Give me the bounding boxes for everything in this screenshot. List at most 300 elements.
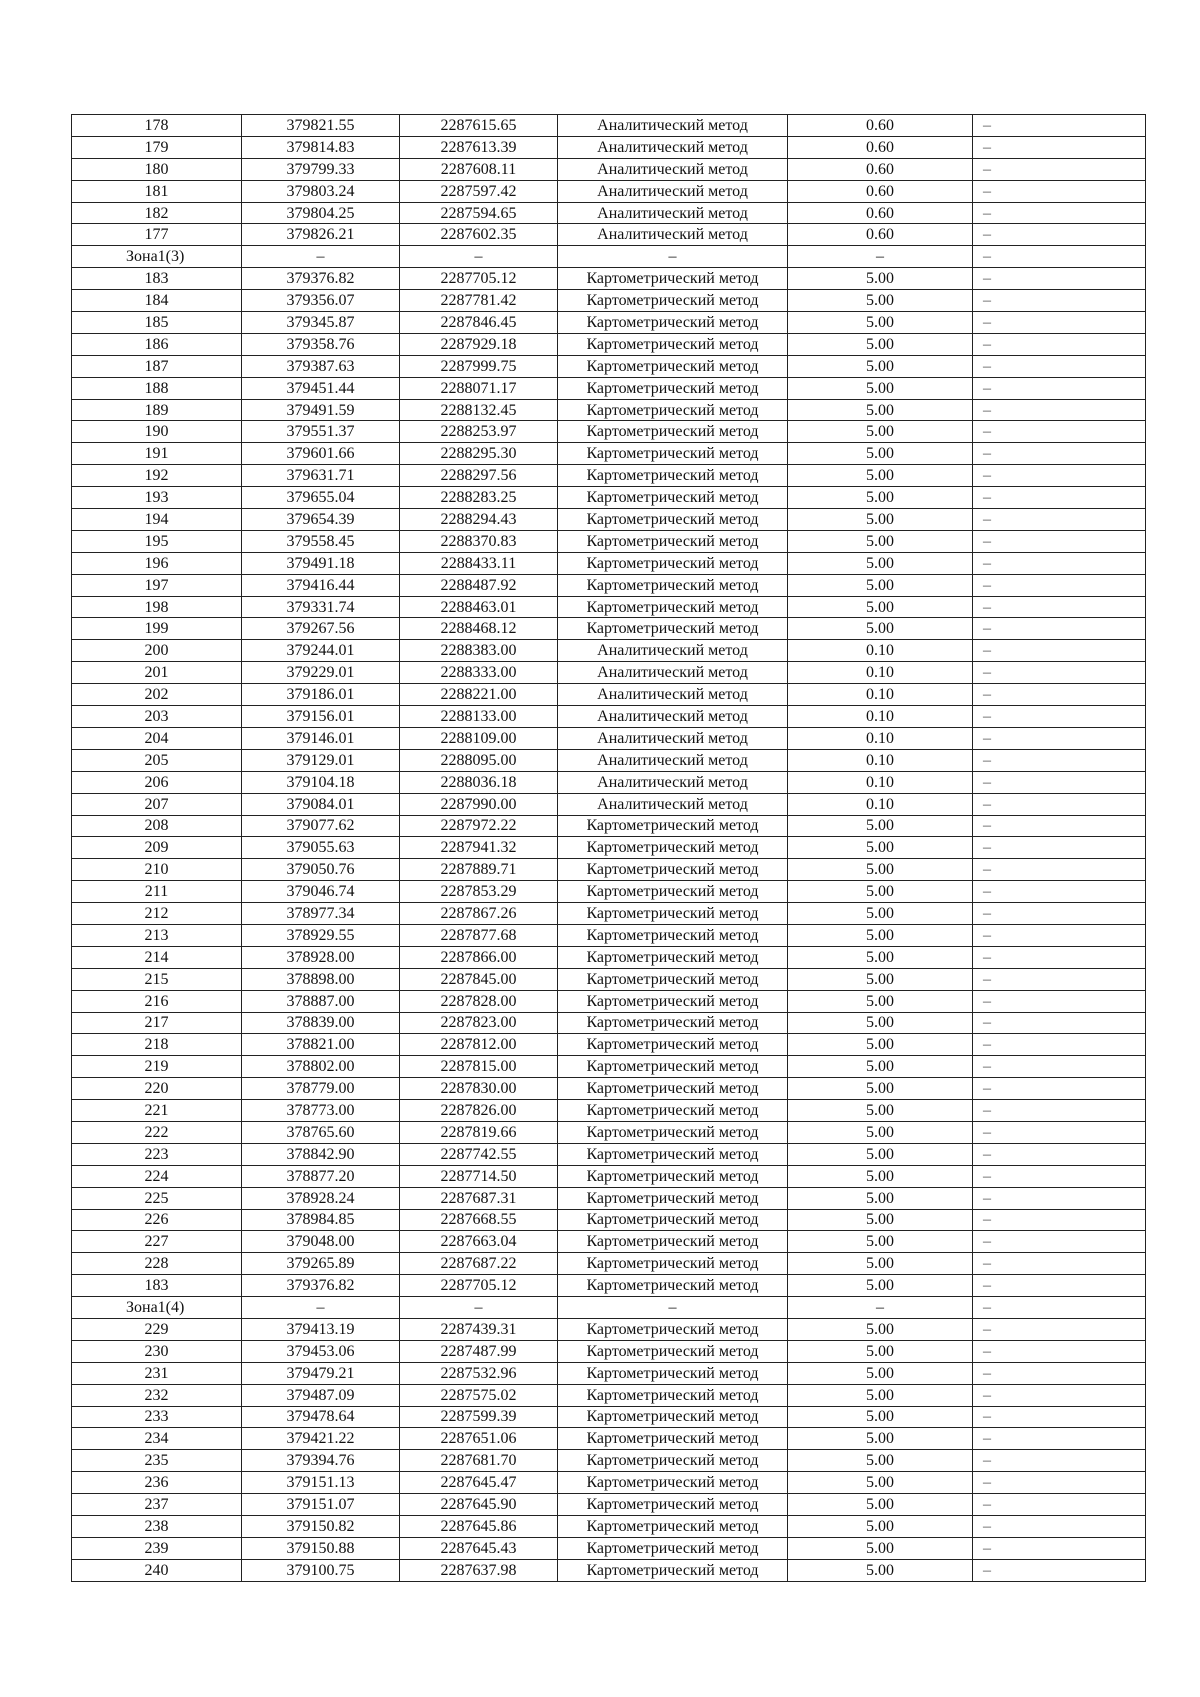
note-cell: – (973, 924, 1146, 946)
x-coordinate-cell: 379416.44 (242, 574, 400, 596)
y-coordinate-cell: 2287972.22 (400, 815, 558, 837)
point-number-cell: 238 (72, 1516, 242, 1538)
accuracy-cell: 5.00 (788, 903, 973, 925)
note-cell: – (973, 684, 1146, 706)
table-row (72, 355, 1146, 377)
accuracy-cell: 5.00 (788, 574, 973, 596)
y-coordinate-cell: 2287846.45 (400, 312, 558, 334)
y-coordinate-cell: 2287594.65 (400, 202, 558, 224)
x-coordinate-cell: 379150.88 (242, 1537, 400, 1559)
method-cell: Аналитический метод (558, 136, 788, 158)
accuracy-cell: 5.00 (788, 1143, 973, 1165)
point-number-cell: 215 (72, 968, 242, 990)
y-coordinate-cell: 2287990.00 (400, 793, 558, 815)
method-cell: Картометрический метод (558, 333, 788, 355)
y-coordinate-cell: 2288095.00 (400, 749, 558, 771)
point-number-cell: 219 (72, 1056, 242, 1078)
accuracy-cell: 5.00 (788, 421, 973, 443)
point-number-cell: 192 (72, 465, 242, 487)
note-cell: – (973, 1034, 1146, 1056)
table-row (72, 1187, 1146, 1209)
accuracy-cell: 0.10 (788, 662, 973, 684)
x-coordinate-cell: 379551.37 (242, 421, 400, 443)
x-coordinate-cell: 379376.82 (242, 268, 400, 290)
accuracy-cell: 5.00 (788, 1121, 973, 1143)
method-cell: Картометрический метод (558, 1165, 788, 1187)
accuracy-cell: 5.00 (788, 946, 973, 968)
x-coordinate-cell: 378928.24 (242, 1187, 400, 1209)
y-coordinate-cell: 2288297.56 (400, 465, 558, 487)
method-cell: Картометрический метод (558, 596, 788, 618)
method-cell: Картометрический метод (558, 290, 788, 312)
note-cell: – (973, 377, 1146, 399)
y-coordinate-cell: 2287487.99 (400, 1340, 558, 1362)
method-cell: Картометрический метод (558, 421, 788, 443)
method-cell: Картометрический метод (558, 1318, 788, 1340)
note-cell: – (973, 1384, 1146, 1406)
x-coordinate-cell: 379799.33 (242, 158, 400, 180)
x-coordinate-cell: 378928.00 (242, 946, 400, 968)
y-coordinate-cell: 2288221.00 (400, 684, 558, 706)
table-row (72, 1494, 1146, 1516)
table-row (72, 1143, 1146, 1165)
y-coordinate-cell: 2287714.50 (400, 1165, 558, 1187)
x-coordinate-cell: 379244.01 (242, 640, 400, 662)
x-coordinate-cell: 379345.87 (242, 312, 400, 334)
point-number-cell: 210 (72, 859, 242, 881)
point-number-cell: 212 (72, 903, 242, 925)
x-coordinate-cell: 379413.19 (242, 1318, 400, 1340)
point-number-cell: 183 (72, 1275, 242, 1297)
accuracy-cell: 5.00 (788, 924, 973, 946)
x-coordinate-cell: 379084.01 (242, 793, 400, 815)
x-coordinate-cell: 379129.01 (242, 749, 400, 771)
point-number-cell: 235 (72, 1450, 242, 1472)
y-coordinate-cell: 2287439.31 (400, 1318, 558, 1340)
accuracy-cell: 5.00 (788, 596, 973, 618)
table-row (72, 837, 1146, 859)
x-coordinate-cell: 379478.64 (242, 1406, 400, 1428)
note-cell: – (973, 202, 1146, 224)
note-cell: – (973, 968, 1146, 990)
table-row (72, 1275, 1146, 1297)
table-row (72, 1231, 1146, 1253)
table-row (72, 552, 1146, 574)
x-coordinate-cell: 379491.18 (242, 552, 400, 574)
note-cell: – (973, 1537, 1146, 1559)
point-number-cell: 213 (72, 924, 242, 946)
x-coordinate-cell: 379100.75 (242, 1559, 400, 1581)
x-coordinate-cell: 378887.00 (242, 990, 400, 1012)
note-cell: – (973, 749, 1146, 771)
y-coordinate-cell: 2288133.00 (400, 706, 558, 728)
point-number-cell: 198 (72, 596, 242, 618)
note-cell: – (973, 530, 1146, 552)
accuracy-cell: 0.60 (788, 115, 973, 137)
y-coordinate-cell: 2287615.65 (400, 115, 558, 137)
table-row (72, 202, 1146, 224)
point-number-cell: 193 (72, 487, 242, 509)
x-coordinate-cell: 379151.13 (242, 1472, 400, 1494)
point-number-cell: 229 (72, 1318, 242, 1340)
point-number-cell: 199 (72, 618, 242, 640)
y-coordinate-cell: 2287867.26 (400, 903, 558, 925)
accuracy-cell: 5.00 (788, 990, 973, 1012)
method-cell: Картометрический метод (558, 1537, 788, 1559)
point-number-cell: 186 (72, 333, 242, 355)
accuracy-cell: 0.60 (788, 224, 973, 246)
point-number-cell: 230 (72, 1340, 242, 1362)
method-cell: Картометрический метод (558, 268, 788, 290)
x-coordinate-cell: 379655.04 (242, 487, 400, 509)
y-coordinate-cell: 2287819.66 (400, 1121, 558, 1143)
point-number-cell: 181 (72, 180, 242, 202)
x-coordinate-cell: 379421.22 (242, 1428, 400, 1450)
accuracy-cell: 5.00 (788, 1340, 973, 1362)
x-coordinate-cell: 378898.00 (242, 968, 400, 990)
point-number-cell: 209 (72, 837, 242, 859)
note-cell: – (973, 1275, 1146, 1297)
note-cell: – (973, 1472, 1146, 1494)
x-coordinate-cell: 379376.82 (242, 1275, 400, 1297)
x-coordinate-cell: 378984.85 (242, 1209, 400, 1231)
x-coordinate-cell: 378839.00 (242, 1012, 400, 1034)
point-number-cell: 224 (72, 1165, 242, 1187)
y-coordinate-cell: 2288283.25 (400, 487, 558, 509)
point-number-cell: 182 (72, 202, 242, 224)
table-row (72, 399, 1146, 421)
point-number-cell: 216 (72, 990, 242, 1012)
x-coordinate-cell: 379048.00 (242, 1231, 400, 1253)
x-coordinate-cell: 379331.74 (242, 596, 400, 618)
point-number-cell: 183 (72, 268, 242, 290)
method-cell: – (558, 1297, 788, 1319)
accuracy-cell: 5.00 (788, 1362, 973, 1384)
accuracy-cell: 5.00 (788, 1494, 973, 1516)
accuracy-cell: 5.00 (788, 1516, 973, 1538)
x-coordinate-cell: 378877.20 (242, 1165, 400, 1187)
method-cell: Картометрический метод (558, 1428, 788, 1450)
x-coordinate-cell: 379356.07 (242, 290, 400, 312)
x-coordinate-cell: 379104.18 (242, 771, 400, 793)
y-coordinate-cell: 2287889.71 (400, 859, 558, 881)
y-coordinate-cell: 2288468.12 (400, 618, 558, 640)
accuracy-cell: 0.10 (788, 684, 973, 706)
note-cell: – (973, 1231, 1146, 1253)
method-cell: Картометрический метод (558, 1362, 788, 1384)
x-coordinate-cell: 379156.01 (242, 706, 400, 728)
note-cell: – (973, 333, 1146, 355)
table-row (72, 881, 1146, 903)
y-coordinate-cell: 2287705.12 (400, 1275, 558, 1297)
coordinates-table (71, 114, 1146, 1582)
method-cell: Картометрический метод (558, 1494, 788, 1516)
table-row (72, 771, 1146, 793)
table-row (72, 1253, 1146, 1275)
y-coordinate-cell: 2287637.98 (400, 1559, 558, 1581)
note-cell: – (973, 487, 1146, 509)
accuracy-cell: 5.00 (788, 815, 973, 837)
point-number-cell: 239 (72, 1537, 242, 1559)
point-number-cell: 232 (72, 1384, 242, 1406)
y-coordinate-cell: 2287812.00 (400, 1034, 558, 1056)
method-cell: Картометрический метод (558, 946, 788, 968)
accuracy-cell: 5.00 (788, 443, 973, 465)
point-number-cell: 184 (72, 290, 242, 312)
accuracy-cell: 0.60 (788, 136, 973, 158)
note-cell: – (973, 640, 1146, 662)
point-number-cell: 223 (72, 1143, 242, 1165)
method-cell: Аналитический метод (558, 793, 788, 815)
x-coordinate-cell: 378821.00 (242, 1034, 400, 1056)
accuracy-cell: 0.10 (788, 706, 973, 728)
accuracy-cell: 5.00 (788, 1537, 973, 1559)
y-coordinate-cell: 2287645.86 (400, 1516, 558, 1538)
point-number-cell: 204 (72, 727, 242, 749)
point-number-cell: 227 (72, 1231, 242, 1253)
method-cell: Картометрический метод (558, 1143, 788, 1165)
method-cell: Картометрический метод (558, 355, 788, 377)
method-cell: Картометрический метод (558, 1472, 788, 1494)
accuracy-cell: 5.00 (788, 355, 973, 377)
point-number-cell: 220 (72, 1078, 242, 1100)
accuracy-cell: 5.00 (788, 1231, 973, 1253)
note-cell: – (973, 662, 1146, 684)
x-coordinate-cell: 379601.66 (242, 443, 400, 465)
x-coordinate-cell: – (242, 246, 400, 268)
accuracy-cell: 5.00 (788, 530, 973, 552)
accuracy-cell: 5.00 (788, 837, 973, 859)
y-coordinate-cell: 2287597.42 (400, 180, 558, 202)
y-coordinate-cell: 2287828.00 (400, 990, 558, 1012)
coordinates-table-body (72, 115, 1146, 1582)
note-cell: – (973, 1143, 1146, 1165)
x-coordinate-cell: 379631.71 (242, 465, 400, 487)
table-row (72, 158, 1146, 180)
note-cell: – (973, 1406, 1146, 1428)
table-row (72, 530, 1146, 552)
y-coordinate-cell: 2287645.47 (400, 1472, 558, 1494)
method-cell: Картометрический метод (558, 837, 788, 859)
note-cell: – (973, 1078, 1146, 1100)
method-cell: Картометрический метод (558, 1100, 788, 1122)
note-cell: – (973, 246, 1146, 268)
y-coordinate-cell: – (400, 1297, 558, 1319)
point-number-cell: 228 (72, 1253, 242, 1275)
method-cell: Картометрический метод (558, 1384, 788, 1406)
accuracy-cell: 5.00 (788, 1275, 973, 1297)
y-coordinate-cell: 2287681.70 (400, 1450, 558, 1472)
method-cell: Картометрический метод (558, 1209, 788, 1231)
method-cell: Аналитический метод (558, 662, 788, 684)
x-coordinate-cell: 379358.76 (242, 333, 400, 355)
note-cell: – (973, 312, 1146, 334)
method-cell: Картометрический метод (558, 487, 788, 509)
accuracy-cell: 5.00 (788, 552, 973, 574)
table-row (72, 1537, 1146, 1559)
method-cell: Аналитический метод (558, 115, 788, 137)
x-coordinate-cell: 379654.39 (242, 509, 400, 531)
note-cell: – (973, 946, 1146, 968)
point-number-cell: 218 (72, 1034, 242, 1056)
x-coordinate-cell: 379229.01 (242, 662, 400, 684)
zone-header-row (72, 1297, 1146, 1319)
method-cell: Картометрический метод (558, 881, 788, 903)
method-cell: Аналитический метод (558, 202, 788, 224)
x-coordinate-cell: 379558.45 (242, 530, 400, 552)
note-cell: – (973, 990, 1146, 1012)
table-row (72, 1165, 1146, 1187)
point-number-cell: 188 (72, 377, 242, 399)
table-row (72, 924, 1146, 946)
note-cell: – (973, 903, 1146, 925)
method-cell: Аналитический метод (558, 749, 788, 771)
zone-header-row (72, 246, 1146, 268)
accuracy-cell: 5.00 (788, 399, 973, 421)
point-number-cell: 214 (72, 946, 242, 968)
accuracy-cell: – (788, 1297, 973, 1319)
x-coordinate-cell: 379453.06 (242, 1340, 400, 1362)
accuracy-cell: 5.00 (788, 1428, 973, 1450)
accuracy-cell: 0.60 (788, 158, 973, 180)
point-number-cell: Зона1(3) (72, 246, 242, 268)
point-number-cell: 200 (72, 640, 242, 662)
note-cell: – (973, 1121, 1146, 1143)
note-cell: – (973, 1187, 1146, 1209)
y-coordinate-cell: 2288036.18 (400, 771, 558, 793)
x-coordinate-cell: 379804.25 (242, 202, 400, 224)
method-cell: Картометрический метод (558, 990, 788, 1012)
accuracy-cell: 5.00 (788, 333, 973, 355)
table-row (72, 268, 1146, 290)
accuracy-cell: 5.00 (788, 881, 973, 903)
x-coordinate-cell: 378977.34 (242, 903, 400, 925)
y-coordinate-cell: 2287815.00 (400, 1056, 558, 1078)
x-coordinate-cell: 379265.89 (242, 1253, 400, 1275)
x-coordinate-cell: 379394.76 (242, 1450, 400, 1472)
table-row (72, 1450, 1146, 1472)
point-number-cell: 207 (72, 793, 242, 815)
accuracy-cell: 0.60 (788, 202, 973, 224)
accuracy-cell: 5.00 (788, 859, 973, 881)
x-coordinate-cell: 379151.07 (242, 1494, 400, 1516)
note-cell: – (973, 1100, 1146, 1122)
note-cell: – (973, 355, 1146, 377)
accuracy-cell: 5.00 (788, 465, 973, 487)
method-cell: Картометрический метод (558, 1078, 788, 1100)
table-row (72, 465, 1146, 487)
point-number-cell: 195 (72, 530, 242, 552)
point-number-cell: 240 (72, 1559, 242, 1581)
method-cell: Картометрический метод (558, 399, 788, 421)
table-row (72, 1078, 1146, 1100)
y-coordinate-cell: 2287668.55 (400, 1209, 558, 1231)
point-number-cell: 194 (72, 509, 242, 531)
x-coordinate-cell: 379186.01 (242, 684, 400, 706)
table-row (72, 684, 1146, 706)
accuracy-cell: 5.00 (788, 1100, 973, 1122)
table-row (72, 596, 1146, 618)
point-number-cell: 231 (72, 1362, 242, 1384)
method-cell: Аналитический метод (558, 706, 788, 728)
y-coordinate-cell: 2288433.11 (400, 552, 558, 574)
note-cell: – (973, 859, 1146, 881)
y-coordinate-cell: 2288132.45 (400, 399, 558, 421)
method-cell: Картометрический метод (558, 552, 788, 574)
table-row (72, 312, 1146, 334)
point-number-cell: 221 (72, 1100, 242, 1122)
table-row (72, 1034, 1146, 1056)
accuracy-cell: 5.00 (788, 1078, 973, 1100)
method-cell: Аналитический метод (558, 640, 788, 662)
method-cell: Картометрический метод (558, 815, 788, 837)
point-number-cell: 225 (72, 1187, 242, 1209)
accuracy-cell: 5.00 (788, 312, 973, 334)
x-coordinate-cell: 379055.63 (242, 837, 400, 859)
table-row (72, 1121, 1146, 1143)
table-row (72, 1428, 1146, 1450)
accuracy-cell: 5.00 (788, 1450, 973, 1472)
point-number-cell: 237 (72, 1494, 242, 1516)
accuracy-cell: 5.00 (788, 618, 973, 640)
method-cell: Картометрический метод (558, 618, 788, 640)
point-number-cell: 179 (72, 136, 242, 158)
y-coordinate-cell: 2287608.11 (400, 158, 558, 180)
y-coordinate-cell: 2288253.97 (400, 421, 558, 443)
table-row (72, 640, 1146, 662)
note-cell: – (973, 771, 1146, 793)
point-number-cell: 187 (72, 355, 242, 377)
note-cell: – (973, 180, 1146, 202)
note-cell: – (973, 1340, 1146, 1362)
x-coordinate-cell: 378842.90 (242, 1143, 400, 1165)
accuracy-cell: 5.00 (788, 1012, 973, 1034)
y-coordinate-cell: – (400, 246, 558, 268)
point-number-cell: 222 (72, 1121, 242, 1143)
x-coordinate-cell: 379479.21 (242, 1362, 400, 1384)
note-cell: – (973, 793, 1146, 815)
note-cell: – (973, 618, 1146, 640)
method-cell: Аналитический метод (558, 771, 788, 793)
accuracy-cell: 5.00 (788, 1472, 973, 1494)
table-row (72, 1362, 1146, 1384)
table-row (72, 1340, 1146, 1362)
method-cell: Аналитический метод (558, 684, 788, 706)
table-row (72, 1100, 1146, 1122)
table-row (72, 903, 1146, 925)
method-cell: Картометрический метод (558, 1450, 788, 1472)
y-coordinate-cell: 2287781.42 (400, 290, 558, 312)
method-cell: Картометрический метод (558, 1406, 788, 1428)
point-number-cell: 201 (72, 662, 242, 684)
table-row (72, 618, 1146, 640)
table-row (72, 421, 1146, 443)
table-row (72, 1516, 1146, 1538)
y-coordinate-cell: 2287823.00 (400, 1012, 558, 1034)
point-number-cell: 211 (72, 881, 242, 903)
x-coordinate-cell: 378802.00 (242, 1056, 400, 1078)
point-number-cell: 189 (72, 399, 242, 421)
table-row (72, 224, 1146, 246)
point-number-cell: 205 (72, 749, 242, 771)
table-row (72, 136, 1146, 158)
x-coordinate-cell: 378779.00 (242, 1078, 400, 1100)
accuracy-cell: 5.00 (788, 1253, 973, 1275)
accuracy-cell: 5.00 (788, 1559, 973, 1581)
table-row (72, 1012, 1146, 1034)
table-row (72, 749, 1146, 771)
point-number-cell: 233 (72, 1406, 242, 1428)
